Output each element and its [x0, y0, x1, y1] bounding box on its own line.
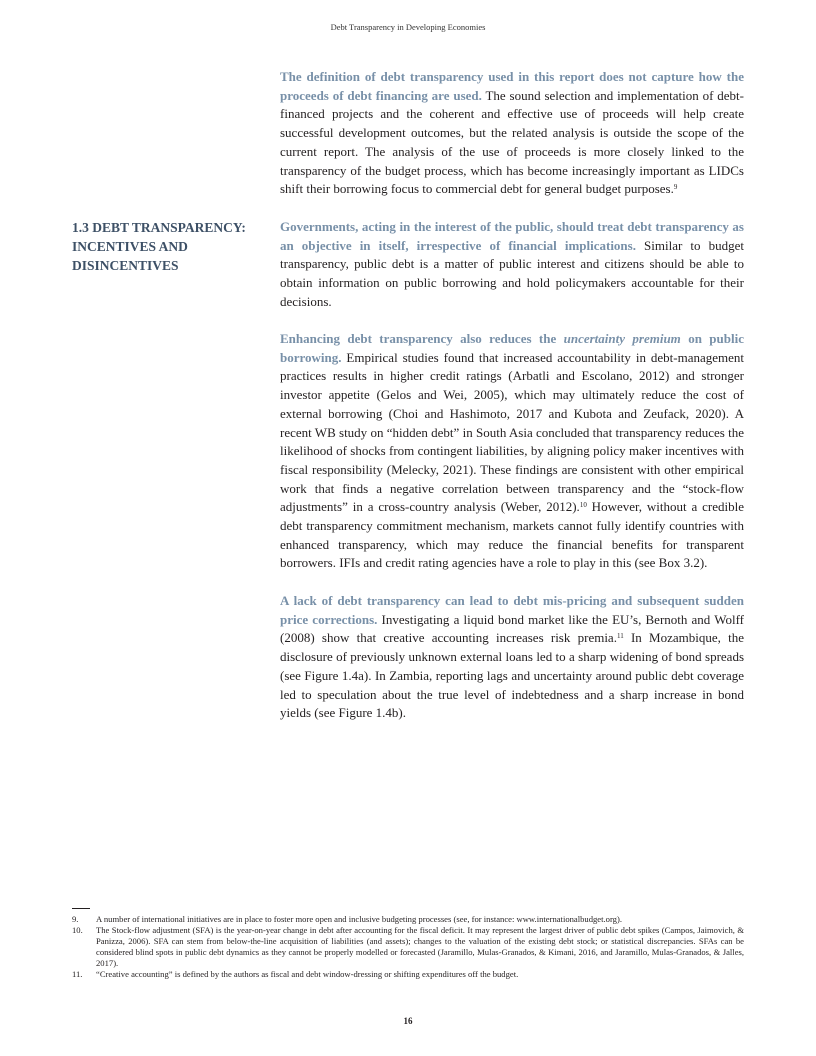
- footnote-number: 9.: [72, 914, 79, 924]
- footnotes: [72, 914, 744, 981]
- paragraph-3-lead-a: Enhancing debt transparency also reduces the: [280, 331, 564, 346]
- paragraph-1-body: The sound selection and implementation of debt-financed projects and the coherent and effective use of proceeds will help create successful development outcomes, but the related analysis is outside the scope of the current report. The analysis of the use of proceeds is more closely linked to the transparency of the budget process, which has become increasingly important as LIDCs shift their borrowing focus to commercial debt for general budget purposes.: [280, 87, 744, 197]
- paragraph-4: [280, 592, 744, 723]
- paragraph-2-lead: Governments, acting in the interest of the public, should treat debt transparency as an objective in itself, irrespective of financial implications.: [280, 219, 744, 253]
- footnote-number: 10.: [72, 925, 83, 936]
- footnote-divider: [72, 908, 90, 909]
- footnote-number: 11.: [72, 969, 83, 980]
- paragraph-3-body-b: However, without a credible debt transparency commitment mechanism, markets cannot fully identify countries with enhanced transparency, which may reduce the financial benefits for transparent borrowers. IFIs and credit rating agencies have a role to play in this (see Box 3.2).: [280, 499, 744, 571]
- footnote-10: [72, 925, 744, 969]
- paragraph-3-lead-emphasis: uncertainty premium: [563, 331, 681, 346]
- page-number: 16: [403, 1016, 413, 1026]
- paragraph-3: [280, 330, 744, 573]
- paragraph-4-body-b: In Mozambique, the disclosure of previously unknown external loans led to a sharp widening of bond spreads (see Figure 1.4a). In Zambia, reporting lags and uncertainty around public debt coverage led to speculation about the true level of indebtedness and a sharp increase in bond yields (see Figure 1.4b).: [280, 630, 745, 721]
- footnote-11: [72, 969, 744, 980]
- footnote-ref-9[interactable]: 9: [673, 183, 678, 192]
- footnote-text: “Creative accounting” is defined by the authors as fiscal and debt window-dressing or shifting expenditures off the budget.: [96, 969, 519, 980]
- footnote-text: A number of international initiatives are in place to foster more open and inclusive budgeting processes (see, for instance: www.internationalbudget.org).: [96, 914, 622, 924]
- footnote-9: [72, 914, 744, 925]
- paragraph-1: [280, 68, 744, 199]
- paragraph-4-lead: A lack of debt transparency can lead to debt mis-pricing and subsequent sudden price corrections.: [280, 593, 744, 627]
- footnote-text: The Stock-flow adjustment (SFA) is the year-on-year change in debt after accounting for the fiscal deficit. It may represent the largest driver of public debt spikes (Campos, Jaimovich, & Panizza, 2006). SFA can stem from below-the-line acquisition of liabilities (and assets); changes to the valuation of the existing debt stock; or statistical discrepancies. SFAs can be considered blind spots in public debt dynamics as they cannot be properly modelled or forecasted (Jaramillo, Mulas-Granados, & Kimani, 2016, and Jaramillo, Mulas-Granados, & Jalles, 2017).: [96, 925, 744, 969]
- paragraph-2: [280, 218, 744, 312]
- paragraph-1-lead: The definition of debt transparency used in this report does not capture how the proceeds of debt financing are used.: [280, 69, 744, 103]
- paragraph-3-lead-b: on public borrowing.: [280, 331, 744, 365]
- running-header: Debt Transparency in Developing Economies: [330, 22, 486, 32]
- footnote-ref-11[interactable]: 11: [616, 632, 624, 641]
- paragraph-4-body-a: Investigating a liquid bond market like the EU’s, Bernoth and Wolff (2008) show that creative accounting increases risk premia.: [280, 611, 744, 646]
- paragraph-3-body-a: Empirical studies found that increased accountability in debt-management practices results in higher credit ratings (Arbatli and Escolano, 2012) and stronger investor appetite (Gelos and Wei, 2005), which may ultimately reduce the cost of external borrowing (Choi and Hashimoto, 2017 and Kubota and Zeufack, 2020). A recent WB study on “hidden debt” in South Asia concluded that transparency reduces the likelihood of shocks from contingent liabilities, by aligning policy maker incentives with fiscal responsibility (Melecky, 2021). These findings are consistent with other empirical work that finds a negative correlation between transparency and the “stock-flow adjustments” in a cross-country analysis (Weber, 2012).: [280, 349, 744, 515]
- section-heading: 1.3 DEBT TRANSPARENCY: INCENTIVES AND DISINCENTIVES: [72, 220, 246, 273]
- footnote-ref-10[interactable]: 10: [579, 501, 587, 510]
- paragraph-2-body: Similar to budget transparency, public debt is a matter of public interest and citizens should be able to obtain information on public borrowing and hold policymakers accountable for their decisions.: [280, 237, 744, 309]
